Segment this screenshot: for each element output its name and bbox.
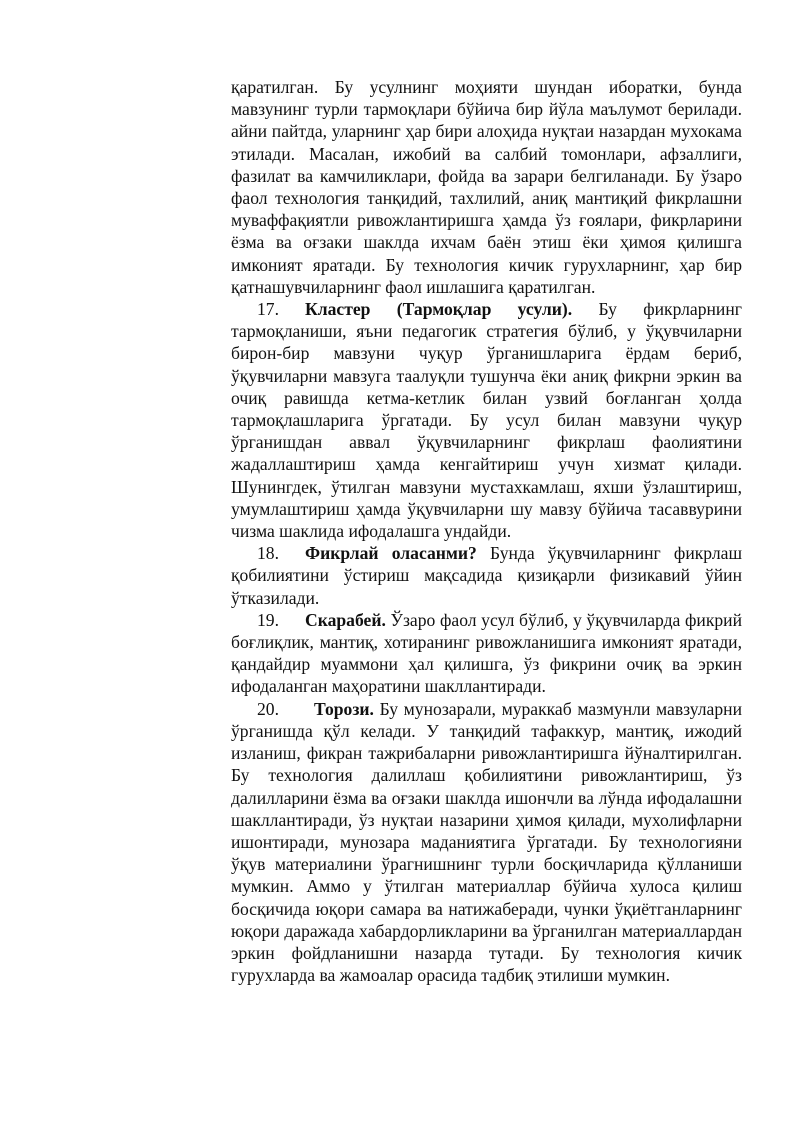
document-page xyxy=(231,76,742,986)
list-item-19 xyxy=(231,609,742,698)
list-item-20 xyxy=(231,698,742,987)
item-heading: Кластер (Тармоқлар усули). xyxy=(305,299,573,320)
item-heading: Фикрлай оласанми? xyxy=(305,543,477,564)
item-body: Ўзаро фаол усул бўлиб, у ўқувчиларда фикрий боғлиқлик, мантиқ, хотиранинг ривожланишига имконият яратади, қандайдир муаммони ҳал қилишга, ўз фикрини очиқ ва эркин ифодаланган маҳоратини шакллантиради. xyxy=(231,609,742,697)
item-number: 20. xyxy=(257,698,279,719)
item-body: Бунда ўқувчиларнинг фикрлаш қобилиятини ўстириш мақсадида қизиқарли физикавий ўйин ўтказилади. xyxy=(231,543,742,608)
list-item-17 xyxy=(231,298,742,542)
list-item-18 xyxy=(231,542,742,609)
item-heading: Торози. xyxy=(314,698,374,719)
intro-paragraph: қаратилган. Бу усулнинг моҳияти шундан иборатки, бунда мавзунинг турли тармоқлари бўйича бир йўла маълумот берилади. айни пайтда, уларнинг ҳар бири алоҳида нуқтаи назардан мухокама этилади. Масалан, ижобий ва салбий томонлари, афзаллиги, фазилат ва камчиликлари, фойда ва зарари белгиланади. Бу ўзаро фаол технология танқидий, тахлилий, аниқ мантиқий фикрлашни муваффақиятли ривожлантиришга ҳамда ўз ғоялари, фикрларини ёзма ва оғзаки шаклда ихчам баён этиш ёки ҳимоя қилишга имконият яратади. Бу технология кичик гурухларнинг, ҳар бир қатнашувчиларнинг фаол ишлашига қаратилган. xyxy=(231,77,742,297)
item-heading: Скарабей. xyxy=(305,609,386,630)
item-number: 18. xyxy=(257,543,279,564)
item-body: Бу мунозарали, мураккаб мазмунли мавзуларни ўрганишда қўл келади. У танқидий тафаккур, мантиқ, ижодий изланиш, фикран тажрибаларни ривожлантиришга йўналтирилган. Бу технология далиллаш қобилиятини ривожлантириш, ўз далилларини ёзма ва оғзаки шаклда ишончли ва лўнда ифодалашни шакллантиради, ўз нуқтаи назарини ҳимоя қилади, мухолифларни ишонтиради, мунозара маданиятига ўргатади. Бу технологияни ўқув материалини ўрагнишнинг турли босқичларида қўлланиши мумкин. Аммо у ўтилган материаллар бўйича хулоса қилиш босқичида юқори самара ва натижаберади, чунки ўқиётганларнинг юқори даражада хабардорликларини ва ўрганилган материаллардан эркин фойдланишни назарда тутади. Бу технология кичик гурухларда ва жамоалар орасида тадбиқ этилиши мумкин. xyxy=(231,698,742,986)
item-body: Бу фикрларнинг тармоқланиши, яъни педагогик стратегия бўлиб, у ўқувчиларни бирон-бир мавзуни чуқур ўрганишларига ёрдам бериб, ўқувчиларни мавзуга таалуқли тушунча ёки аниқ фикрни эркин ва очиқ равишда кетма-кетлик билан узвий боғланган ҳолда тармоқлашларига ўргатади. Бу усул билан мавзуни чуқур ўрганишдан аввал ўқувчиларнинг фикрлаш фаолиятини жадаллаштириш ҳамда кенгайтириш учун хизмат қилади. Шунингдек, ўтилган мавзуни мустахкамлаш, яхши ўзлаштириш, умумлаштириш ҳамда ўқувчиларни шу мавзу бўйича тасаввурини чизма шаклида ифодалашга ундайди. xyxy=(231,299,742,542)
item-number: 17. xyxy=(257,299,279,320)
item-number: 19. xyxy=(257,609,279,630)
